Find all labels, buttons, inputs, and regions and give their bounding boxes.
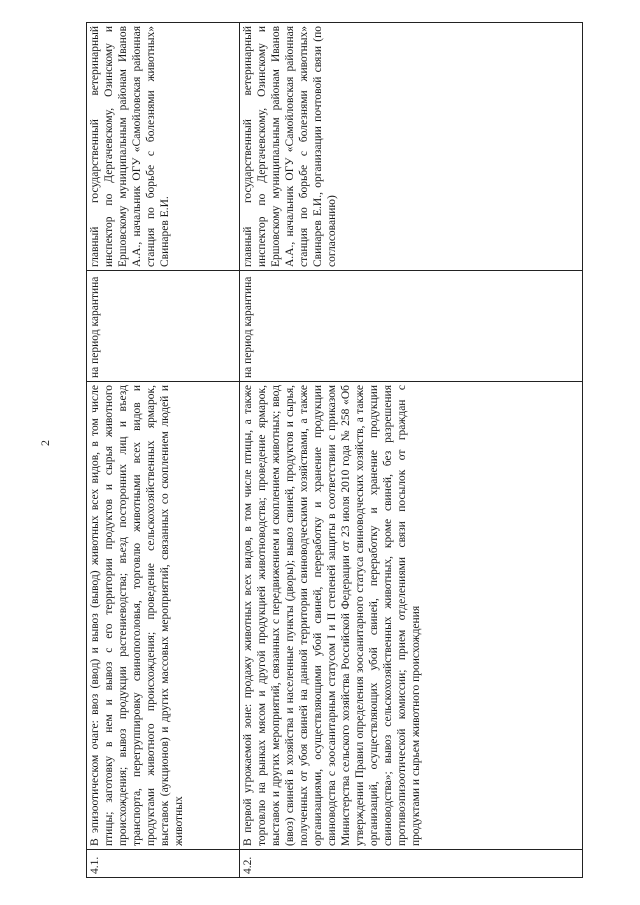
- row-number: 4.1.: [87, 850, 240, 878]
- page-number: 2: [38, 440, 52, 446]
- responsible-text: главный государственный ветеринарный инспектор по Дергачевскому, Озинскому и Ершовскому муниципальным районам Иванов А.А., начальник ОГУ «Самойловская районная станция по борьбе с болезнями животных» Свинарев Е.И., организации почтовой связи (по согласованию): [240, 23, 583, 271]
- responsible-text: главный государственный ветеринарный инспектор по Дергачевскому, Озинскому и Ершовскому муниципальным районам Иванов А.А., начальник ОГУ «Самойловская районная станция по борьбе с болезнями животных» Свинарев Е.И.: [87, 23, 240, 271]
- measures-table: [86, 22, 583, 878]
- row-number: 4.2.: [240, 850, 583, 878]
- measure-text: В эпизоотическом очаге: ввоз (ввод) и вывоз (вывод) животных всех видов, в том числе птицы; заготовку в нем и вывоз с его территории продуктов и сырья животного происхождения; вывоз продукции растениеводства; въезд посторонних лиц и въезд транспорта, перегруппировку свинопоголовья, торговлю животными всех видов и продуктами животного происхождения; проведение сельскохозяйственных ярмарок, выставок (аукционов) и других массовых мероприятий, связанных со скоплением людей и животных: [87, 382, 240, 850]
- rotated-table-container: [86, 23, 586, 878]
- term-text: на период карантина: [240, 271, 583, 382]
- term-text: на период карантина: [87, 271, 240, 382]
- table-row: [87, 23, 240, 878]
- table-row: [240, 23, 583, 878]
- measure-text: В первой угрожаемой зоне: продажу животных всех видов, в том числе птицы, а также торговлю на рынках мясом и другой продукцией животноводства; проведение ярмарок, выставок и других мероприятий, связанных с передвижением и скоплением животных; ввод (ввоз) свиней в хозяйства и населенные пункты (дворы); вывоз свиней, продуктов и сырья, полученных от убоя свиней на данной территории свиноводческими хозяйствами, а также организациями, осуществляющими убой свиней, переработку и хранение продукции свиноводства с зоосанитарным статусом I и II степеней защиты в соответствии с приказом Министерства сельского хозяйства Российской Федерации от 23 июля 2010 года № 258 «Об утверждении Правил определения зоосанитарного статуса свиноводческих хозяйств, а также организаций, осуществляющих убой свиней, переработку и хранение продукции свиноводства»; вывоз сельскохозяйственных животных, кроме свиней, без разрешения противоэпизоотической комиссии; прием отделениями связи посылок от граждан с продуктами и сырьем животного происхождения: [240, 382, 583, 850]
